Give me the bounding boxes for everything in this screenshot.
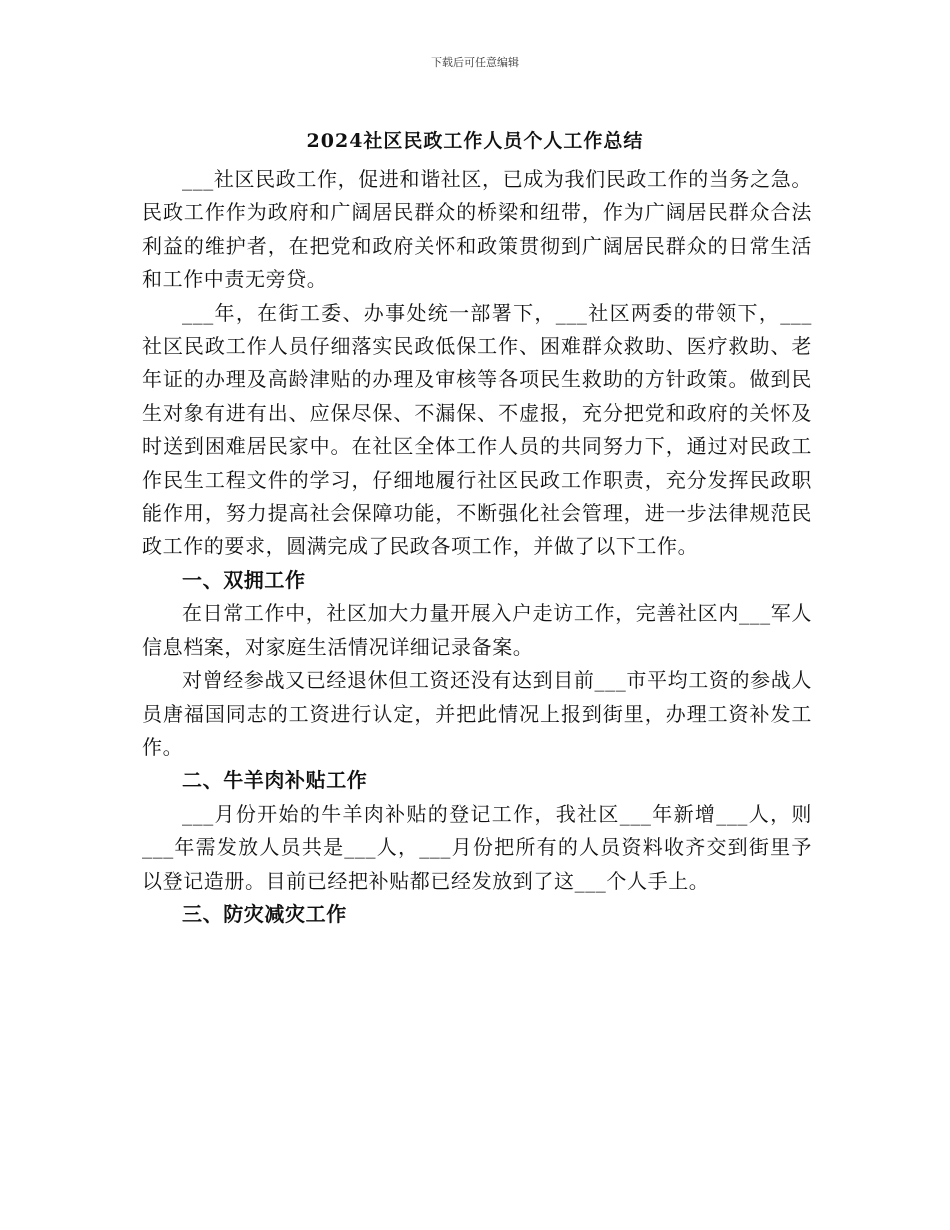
section1-paragraph-1: 在日常工作中，社区加大力量开展入户走访工作，完善社区内___军人信息档案，对家庭生活情况详细记录备案。 bbox=[142, 601, 812, 659]
section-heading-3: 三、防灾减灾工作 bbox=[182, 901, 347, 926]
section-heading-1: 一、双拥工作 bbox=[182, 567, 306, 592]
header-note: 下载后可任意编辑 bbox=[431, 56, 519, 69]
section1-paragraph-2: 对曾经参战又已经退休但工资还没有达到目前___市平均工资的参战人员唐福国同志的工资进行认定，并把此情况上报到街里，办理工资补发工作。 bbox=[142, 668, 812, 759]
document-body bbox=[142, 163, 812, 931]
section2-paragraph-1: ___月份开始的牛羊肉补贴的登记工作，我社区___年新增___人，则___年需发放人员共是___人，___月份把所有的人员资料收齐交到街里予以登记造册。目前已经把补贴都已经发放到了这___个人手上。 bbox=[142, 801, 812, 893]
document-title: 2024社区民政工作人员个人工作总结 bbox=[306, 130, 644, 152]
paragraph-intro: ___社区民政工作，促进和谐社区，已成为我们民政工作的当务之急。民政工作作为政府和广阔居民群众的桥梁和纽带，作为广阔居民群众合法利益的维护者，在把党和政府关怀和政策贯彻到广阔居民群众的日常生活和工作中责无旁贷。 bbox=[142, 167, 812, 292]
section-heading-2: 二、牛羊肉补贴工作 bbox=[182, 768, 368, 793]
paragraph-overview: ___年，在街工委、办事处统一部署下，___社区两委的带领下，___社区民政工作人员仔细落实民政低保工作、困难群众救助、医疗救助、老年证的办理及高龄津贴的办理及审核等各项民生救助的方针政策。做到民生对象有进有出、应保尽保、不漏保、不虚报，充分把党和政府的关怀及时送到困难居民家中。在社区全体工作人员的共同努力下，通过对民政工作民生工程文件的学习，仔细地履行社区民政工作职责，充分发挥民政职能作用，努力提高社会保障功能，不断强化社会管理，进一步法律规范民政工作的要求，圆满完成了民政各项工作，并做了以下工作。 bbox=[142, 300, 812, 559]
